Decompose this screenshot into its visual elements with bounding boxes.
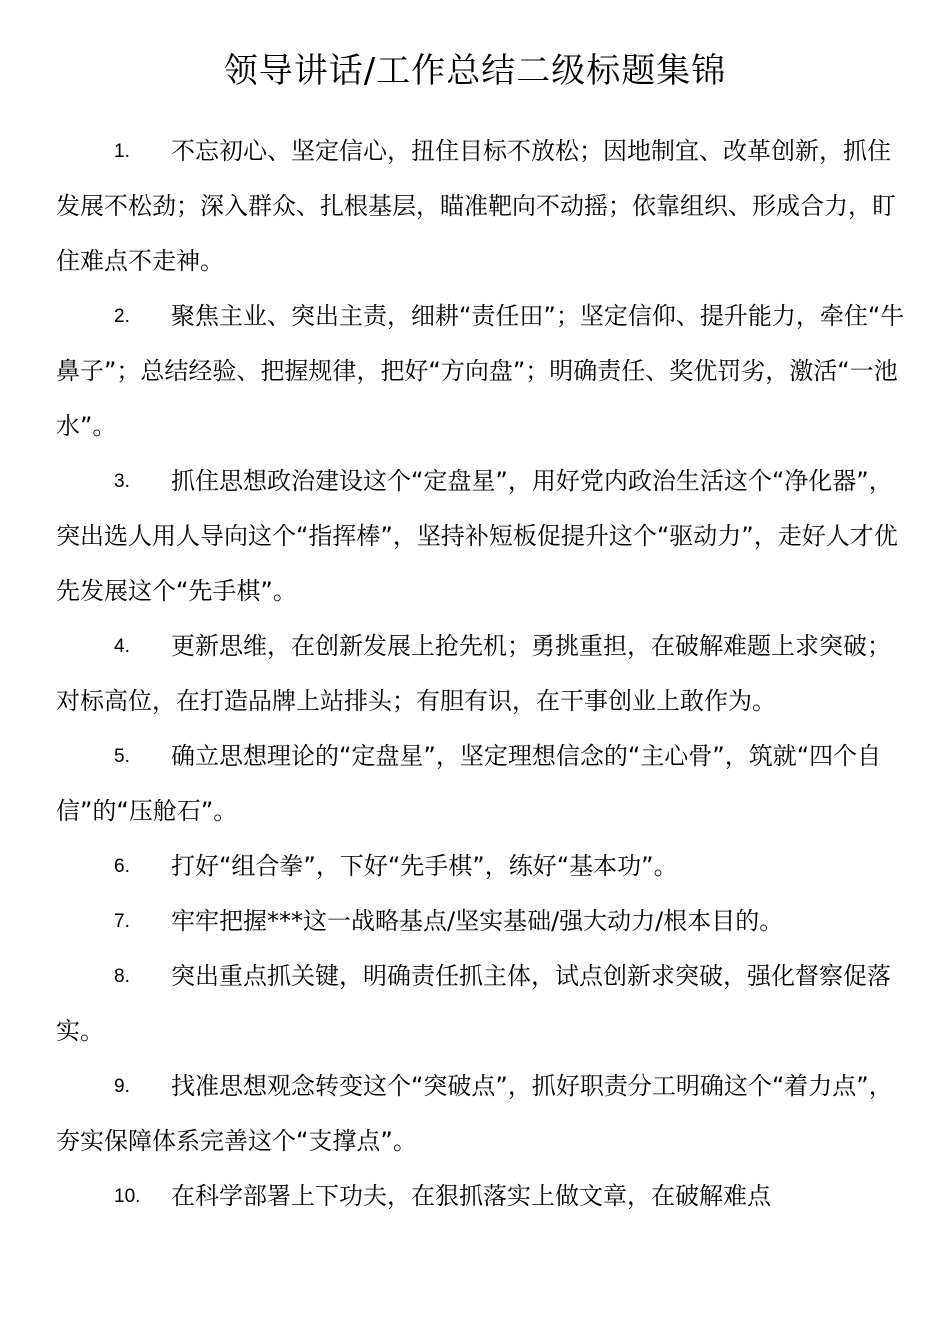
- item-text: 确立思想理论的“定盘星”，坚定理想信念的“主心骨”，筑就“四个自信”的“压舱石”。: [56, 742, 882, 825]
- list-item: [56, 894, 906, 949]
- item-text: 聚焦主业、突出主责，细耕“责任田”；坚定信仰、提升能力，牵住“牛鼻子”；总结经验、把握规律，把好“方向盘”；明确责任、奖优罚劣，激活“一池水”。: [56, 302, 905, 440]
- heading-list: [56, 124, 906, 1224]
- item-number: 5.: [114, 746, 130, 767]
- item-number: 6.: [114, 856, 130, 877]
- item-text: 突出重点抓关键，明确责任抓主体，试点创新求突破，强化督察促落实。: [56, 962, 891, 1045]
- item-number: 7.: [114, 911, 130, 932]
- item-text: 打好“组合拳”，下好“先手棋”，练好“基本功”。: [171, 852, 678, 880]
- list-item: [56, 124, 906, 289]
- item-number: 8.: [114, 966, 130, 987]
- item-number: 3.: [114, 471, 130, 492]
- list-item: [56, 729, 906, 839]
- list-item: [56, 454, 906, 619]
- list-item: [56, 949, 906, 1059]
- list-item: [56, 1169, 906, 1224]
- item-text: 抓住思想政治建设这个“定盘星”，用好党内政治生活这个“净化器”，突出选人用人导向这个“指挥棒”，坚持补短板促提升这个“驱动力”，走好人才优先发展这个“先手棋”。: [56, 467, 898, 605]
- list-item: [56, 1059, 906, 1169]
- item-text: 找准思想观念转变这个“突破点”，抓好职责分工明确这个“着力点”，夯实保障体系完善这个“支撑点”。: [56, 1072, 893, 1155]
- item-number: 2.: [114, 306, 130, 327]
- item-number: 9.: [114, 1076, 130, 1097]
- item-text: 牢牢把握***这一战略基点/坚实基础/强大动力/根本目的。: [171, 907, 784, 935]
- list-item: [56, 619, 906, 729]
- item-number: 4.: [114, 636, 130, 657]
- document-title: 领导讲话/工作总结二级标题集锦: [223, 51, 727, 91]
- item-text: 在科学部署上下功夫，在狠抓落实上做文章，在破解难点: [171, 1182, 771, 1210]
- item-text: 不忘初心、坚定信心，扭住目标不放松；因地制宜、改革创新，抓住发展不松劲；深入群众、扎根基层，瞄准靶向不动摇；依靠组织、形成合力，盯住难点不走神。: [56, 137, 896, 275]
- list-item: [56, 839, 906, 894]
- item-number: 10.: [114, 1186, 141, 1207]
- item-text: 更新思维，在创新发展上抢先机；勇挑重担，在破解难题上求突破；对标高位，在打造品牌上站排头；有胆有识，在干事创业上敢作为。: [56, 632, 891, 715]
- list-item: [56, 289, 906, 454]
- item-number: 1.: [114, 141, 130, 162]
